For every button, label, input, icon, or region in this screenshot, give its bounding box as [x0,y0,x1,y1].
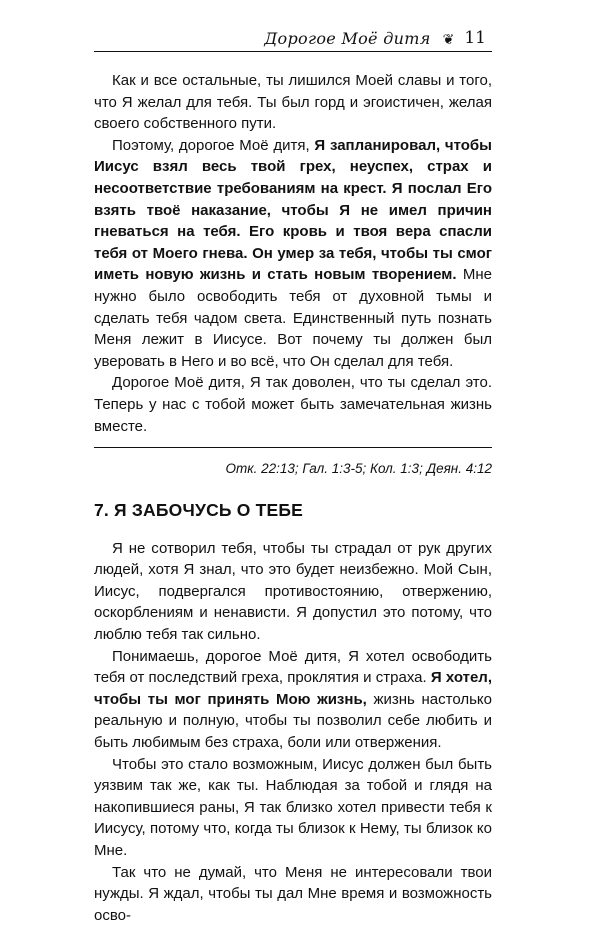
text-segment: Мне нужно было освободить тебя от духовной тьмы и сделать тебя чадом света. Единственный путь познать Меня лежит в Иисусе. Вот почему ты должен был уверовать в Него и во всё, что Он сделал для тебя. [94,266,493,370]
text-segment: Понимаешь, дорогое Моё дитя, Я хотел освободить тебя от последствий греха, проклятия и страха. [94,647,492,687]
text-segment: Чтобы это стало возможным, Иисус должен был быть уязвим так же, как ты. Наблюдая за тобой и глядя на накопившиеся раны, Я так близко хотел привести тебя к Иисусу, потому что, когда ты близок к Нему, ты близок ко Мне. [94,755,492,859]
text-segment: Так что не думай, что Меня не интересовали твои нужды. Я ждал, чтобы ты дал Мне время и возможность осво- [94,863,492,924]
bold-text-segment: Я хотел, чтобы ты мог принять Мою жизнь, [94,669,493,708]
running-header [94,28,492,52]
text-segment: Я не сотворил тебя, чтобы ты страдал от рук других людей, хотя Я знал, что это будет неизбежно. Мой Сын, Иисус, подвергался противостоянию, отвержению, оскорблениям и ненависти. Я допустил это потому, что люблю тебя так сильно. [94,539,492,644]
paragraph [94,70,492,135]
paragraph [94,538,492,646]
text-segment: жизнь настолько реальную и полную, чтобы ты позволил себе любить и быть любимым без страха, боли или отвержения. [94,690,492,752]
top-paragraphs [94,70,492,437]
page-number: 11 [464,28,486,48]
fleuron-icon: ❦ [442,32,455,48]
bottom-paragraphs [94,538,492,926]
text-segment: Как и все остальные, ты лишился Моей славы и того, что Я желал для тебя. Ты был горд и эгоистичен, желая своего собственного пути. [94,72,492,133]
text-segment: Дорогое Моё дитя, Я так доволен, что ты сделал это. Теперь у нас с тобой может быть замечательная жизнь вместе. [94,374,492,435]
paragraph [94,372,492,437]
paragraph [94,754,492,862]
running-title: Дорогое Моё дитя [264,29,431,48]
paragraph [94,135,492,373]
section-title: 7. Я ЗАБОЧУСЬ О ТЕБЕ [94,500,304,521]
body-text [94,70,492,926]
paragraph [94,646,492,754]
paragraph [94,862,492,926]
text-segment: Поэтому, дорогое Моё дитя, [112,136,315,154]
scripture-references: Отк. 22:13; Гал. 1:3-5; Кол. 1:3; Деян. 4:12 [94,447,492,478]
bold-text-segment: Я запланировал, чтобы Иисус взял весь твой грех, неуспех, страх и несоответствие требованиям на крест. Я послал Его взять твоё наказание, чтобы Я не имел причин гневаться на тебя. Его кровь и твоя вера спасли тебя от Моего гнева. Он умер за тебя, чтобы ты смог иметь новую жизнь и стать новым творением. [94,136,492,284]
